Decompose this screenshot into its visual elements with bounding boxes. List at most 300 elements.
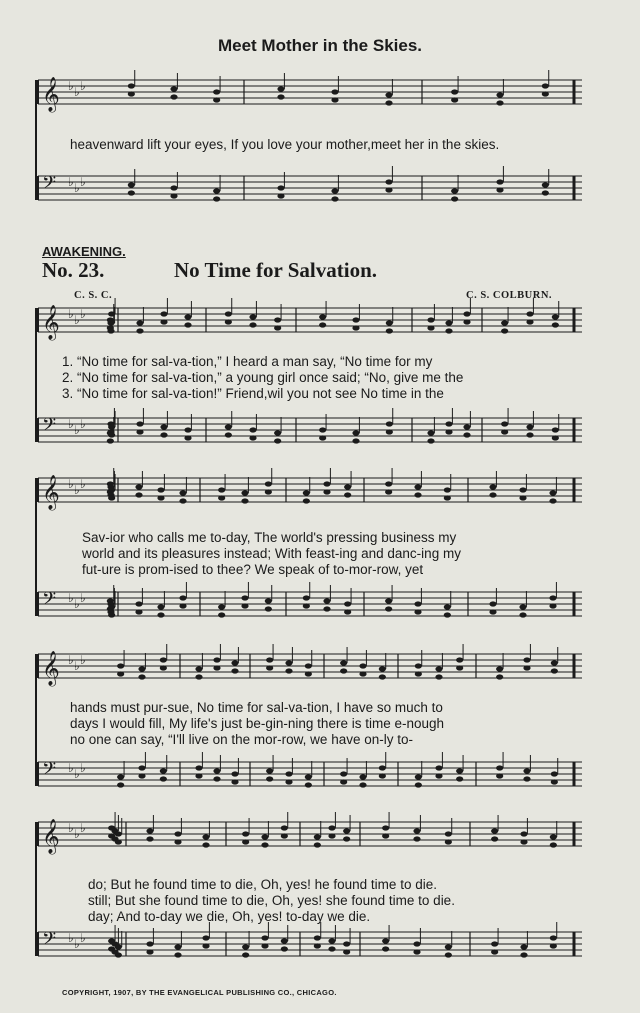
- note-head: [218, 487, 225, 492]
- note-head: [323, 606, 330, 611]
- note-head: [213, 97, 220, 102]
- note-head: [328, 825, 335, 830]
- note-head: [285, 771, 292, 776]
- note-head: [379, 674, 386, 679]
- note-head: [382, 938, 389, 943]
- note-head: [213, 188, 220, 193]
- note-head: [385, 187, 392, 192]
- note-head: [305, 782, 312, 787]
- note-head: [520, 952, 527, 957]
- bass-clef-icon: 𝄢: [42, 173, 57, 198]
- note-head: [138, 765, 145, 770]
- note-head: [160, 424, 167, 429]
- treble-clef-icon: 𝄞: [42, 651, 60, 686]
- verse-3-line-1: 3. “No time for sal-va-tion!” Friend,wil you not see No time in the: [62, 386, 444, 401]
- note-head: [552, 322, 559, 327]
- note-head: [277, 193, 284, 198]
- note-head: [277, 86, 284, 91]
- note-head: [261, 842, 268, 847]
- note-head: [386, 320, 393, 325]
- note-head: [344, 492, 351, 497]
- note-head: [115, 839, 122, 844]
- note-head: [414, 492, 421, 497]
- note-head: [444, 487, 451, 492]
- flat-icon: ♭: [74, 597, 80, 611]
- note-head: [314, 943, 321, 948]
- note-head: [303, 595, 310, 600]
- note-head: [445, 328, 452, 333]
- note-head: [213, 776, 220, 781]
- note-head: [213, 89, 220, 94]
- note-head: [385, 179, 392, 184]
- note-head: [218, 604, 225, 609]
- note-head: [213, 657, 220, 662]
- note-head: [281, 825, 288, 830]
- note-head: [415, 774, 422, 779]
- note-head: [174, 831, 181, 836]
- note-head: [456, 776, 463, 781]
- note-head: [445, 320, 452, 325]
- note-head: [549, 595, 556, 600]
- flat-icon: ♭: [80, 761, 86, 775]
- note-head: [463, 424, 470, 429]
- hymn-number: No. 23.: [42, 258, 105, 282]
- note-head: [265, 598, 272, 603]
- note-head: [135, 609, 142, 614]
- note-head: [136, 320, 143, 325]
- note-head: [413, 836, 420, 841]
- flat-icon: ♭: [80, 653, 86, 667]
- note-head: [445, 952, 452, 957]
- note-head: [526, 319, 533, 324]
- flat-icon: ♭: [80, 931, 86, 945]
- verse-3-line-2: fut-ure is prom-ised to thee? We speak of to-mor-row, yet: [82, 562, 424, 577]
- note-head: [261, 943, 268, 948]
- flat-icon: ♭: [74, 937, 80, 951]
- note-head: [107, 438, 114, 443]
- note-head: [195, 765, 202, 770]
- note-head: [266, 776, 273, 781]
- note-head: [285, 779, 292, 784]
- note-head: [415, 663, 422, 668]
- flat-icon: ♭: [74, 85, 80, 99]
- note-head: [414, 601, 421, 606]
- note-head: [266, 657, 273, 662]
- note-head: [115, 831, 122, 836]
- note-head: [249, 314, 256, 319]
- note-head: [184, 427, 191, 432]
- note-head: [231, 771, 238, 776]
- note-head: [218, 495, 225, 500]
- note-head: [435, 666, 442, 671]
- flat-icon: ♭: [68, 175, 74, 189]
- flat-icon: ♭: [68, 821, 74, 835]
- note-head: [202, 935, 209, 940]
- music-composer: C. S. COLBURN.: [466, 290, 553, 301]
- note-head: [108, 319, 115, 324]
- note-head: [202, 834, 209, 839]
- note-head: [359, 782, 366, 787]
- note-head: [343, 828, 350, 833]
- treble-clef-icon: 𝄞: [42, 305, 60, 340]
- words-author: C. S. C.: [74, 290, 113, 301]
- note-head: [444, 495, 451, 500]
- note-head: [128, 182, 135, 187]
- treble-clef-icon: 𝄞: [42, 819, 60, 854]
- note-head: [379, 773, 386, 778]
- note-head: [379, 765, 386, 770]
- note-head: [136, 421, 143, 426]
- note-head: [195, 666, 202, 671]
- note-head: [491, 949, 498, 954]
- note-head: [414, 609, 421, 614]
- note-head: [456, 768, 463, 773]
- note-head: [146, 949, 153, 954]
- note-head: [526, 432, 533, 437]
- note-head: [108, 495, 115, 500]
- note-head: [359, 671, 366, 676]
- note-head: [184, 322, 191, 327]
- note-head: [138, 666, 145, 671]
- flat-icon: ♭: [74, 313, 80, 327]
- note-head: [225, 319, 232, 324]
- note-head: [496, 92, 503, 97]
- note-head: [491, 941, 498, 946]
- note-head: [385, 489, 392, 494]
- note-head: [427, 430, 434, 435]
- note-head: [520, 944, 527, 949]
- note-head: [331, 89, 338, 94]
- note-head: [501, 421, 508, 426]
- note-head: [386, 421, 393, 426]
- note-head: [303, 490, 310, 495]
- copyright-notice: COPYRIGHT, 1907, BY THE EVANGELICAL PUBLISHING CO., CHICAGO.: [62, 988, 337, 997]
- note-head: [542, 91, 549, 96]
- note-head: [108, 311, 115, 316]
- note-head: [552, 314, 559, 319]
- note-head: [281, 938, 288, 943]
- note-head: [108, 604, 115, 609]
- flat-icon: ♭: [74, 423, 80, 437]
- note-head: [328, 938, 335, 943]
- note-head: [146, 828, 153, 833]
- note-head: [305, 774, 312, 779]
- note-head: [241, 603, 248, 608]
- note-head: [179, 498, 186, 503]
- note-head: [523, 776, 530, 781]
- flat-icon: ♭: [80, 307, 86, 321]
- note-head: [157, 604, 164, 609]
- note-head: [331, 97, 338, 102]
- note-head: [241, 490, 248, 495]
- note-head: [157, 612, 164, 617]
- note-head: [344, 609, 351, 614]
- note-head: [523, 768, 530, 773]
- note-head: [549, 603, 556, 608]
- note-head: [526, 311, 533, 316]
- note-head: [285, 660, 292, 665]
- note-head: [444, 604, 451, 609]
- note-head: [157, 487, 164, 492]
- previous-hymn-lyric: heavenward lift your eyes, If you love your mother,meet her in the skies.: [70, 137, 500, 152]
- note-head: [382, 946, 389, 951]
- verse-2-line-1: 2. “No time for sal-va-tion,” a young girl once said; “No, give me the: [62, 370, 464, 385]
- note-head: [108, 487, 115, 492]
- note-head: [138, 674, 145, 679]
- note-head: [179, 595, 186, 600]
- note-head: [344, 601, 351, 606]
- note-head: [496, 765, 503, 770]
- note-head: [489, 492, 496, 497]
- note-head: [108, 424, 115, 429]
- note-head: [415, 782, 422, 787]
- note-head: [195, 674, 202, 679]
- note-head: [340, 779, 347, 784]
- note-head: [550, 834, 557, 839]
- note-head: [160, 776, 167, 781]
- note-head: [489, 484, 496, 489]
- note-head: [551, 660, 558, 665]
- verse-2-line-3: days I would fill, My life's just be-gin-ning there is time e-nough: [70, 716, 444, 731]
- note-head: [135, 601, 142, 606]
- note-head: [552, 435, 559, 440]
- note-head: [225, 311, 232, 316]
- note-head: [551, 771, 558, 776]
- note-head: [108, 612, 115, 617]
- note-head: [343, 949, 350, 954]
- note-head: [444, 612, 451, 617]
- note-head: [319, 427, 326, 432]
- flat-icon: ♭: [68, 477, 74, 491]
- note-head: [427, 325, 434, 330]
- flat-icon: ♭: [74, 659, 80, 673]
- note-head: [359, 663, 366, 668]
- note-head: [456, 657, 463, 662]
- note-head: [128, 83, 135, 88]
- note-head: [496, 666, 503, 671]
- note-head: [218, 612, 225, 617]
- note-head: [241, 498, 248, 503]
- note-head: [427, 317, 434, 322]
- note-head: [281, 833, 288, 838]
- note-head: [552, 427, 559, 432]
- note-head: [344, 484, 351, 489]
- note-head: [305, 663, 312, 668]
- note-head: [184, 314, 191, 319]
- note-head: [274, 438, 281, 443]
- note-head: [501, 320, 508, 325]
- note-head: [225, 424, 232, 429]
- note-head: [249, 322, 256, 327]
- note-head: [340, 660, 347, 665]
- note-head: [170, 94, 177, 99]
- verse-3-line-4: day; And to-day we die, Oh, yes! to-day we die.: [88, 909, 371, 924]
- note-head: [319, 314, 326, 319]
- note-head: [160, 665, 167, 670]
- note-head: [225, 432, 232, 437]
- flat-icon: ♭: [68, 653, 74, 667]
- note-head: [519, 612, 526, 617]
- note-head: [174, 944, 181, 949]
- note-head: [463, 319, 470, 324]
- note-head: [179, 603, 186, 608]
- note-head: [542, 190, 549, 195]
- note-head: [491, 828, 498, 833]
- note-head: [352, 430, 359, 435]
- flat-icon: ♭: [80, 821, 86, 835]
- note-head: [179, 490, 186, 495]
- note-head: [160, 432, 167, 437]
- note-head: [451, 89, 458, 94]
- note-head: [242, 839, 249, 844]
- note-head: [523, 657, 530, 662]
- note-head: [386, 429, 393, 434]
- note-head: [303, 498, 310, 503]
- note-head: [435, 765, 442, 770]
- note-head: [451, 97, 458, 102]
- note-head: [202, 842, 209, 847]
- note-head: [343, 941, 350, 946]
- note-head: [352, 317, 359, 322]
- note-head: [385, 92, 392, 97]
- note-head: [242, 952, 249, 957]
- note-head: [496, 674, 503, 679]
- note-head: [314, 935, 321, 940]
- note-head: [174, 952, 181, 957]
- note-head: [160, 319, 167, 324]
- note-head: [135, 492, 142, 497]
- note-head: [343, 836, 350, 841]
- flat-icon: ♭: [80, 79, 86, 93]
- note-head: [195, 773, 202, 778]
- note-head: [128, 190, 135, 195]
- note-head: [323, 598, 330, 603]
- note-head: [413, 941, 420, 946]
- note-head: [445, 839, 452, 844]
- note-head: [146, 941, 153, 946]
- note-head: [231, 660, 238, 665]
- bass-clef-icon: 𝄢: [42, 759, 57, 784]
- note-head: [463, 311, 470, 316]
- note-head: [213, 665, 220, 670]
- note-head: [379, 666, 386, 671]
- flat-icon: ♭: [68, 931, 74, 945]
- note-head: [157, 495, 164, 500]
- flat-icon: ♭: [68, 761, 74, 775]
- flat-icon: ♭: [80, 417, 86, 431]
- note-head: [274, 325, 281, 330]
- flat-icon: ♭: [68, 417, 74, 431]
- note-head: [489, 609, 496, 614]
- note-head: [117, 663, 124, 668]
- verse-1-line-1: 1. “No time for sal-va-tion,” I heard a man say, “No time for my: [62, 354, 433, 369]
- note-head: [549, 498, 556, 503]
- note-head: [328, 833, 335, 838]
- note-head: [277, 185, 284, 190]
- note-head: [542, 83, 549, 88]
- note-head: [170, 193, 177, 198]
- note-head: [340, 771, 347, 776]
- note-head: [382, 833, 389, 838]
- note-head: [266, 768, 273, 773]
- note-head: [551, 779, 558, 784]
- note-head: [277, 94, 284, 99]
- note-head: [415, 671, 422, 676]
- note-head: [451, 196, 458, 201]
- note-head: [501, 429, 508, 434]
- note-head: [242, 944, 249, 949]
- note-head: [526, 424, 533, 429]
- verse-1-line-4: do; But he found time to die, Oh, yes! he found time to die.: [88, 877, 437, 892]
- note-head: [382, 825, 389, 830]
- flat-icon: ♭: [80, 175, 86, 189]
- flat-icon: ♭: [74, 767, 80, 781]
- note-head: [213, 196, 220, 201]
- note-head: [135, 484, 142, 489]
- treble-clef-icon: 𝄞: [42, 77, 60, 112]
- note-head: [491, 836, 498, 841]
- note-head: [340, 668, 347, 673]
- note-head: [274, 317, 281, 322]
- verse-3-line-3: no one can say, “I'll live on the mor-row, we have on-ly to-: [70, 732, 413, 747]
- bass-clef-icon: 𝄢: [42, 929, 57, 954]
- note-head: [352, 325, 359, 330]
- note-head: [463, 432, 470, 437]
- note-head: [501, 328, 508, 333]
- flat-icon: ♭: [74, 827, 80, 841]
- note-head: [265, 489, 272, 494]
- verse-2-line-2: world and its pleasures instead; With feast-ing and danc-ing my: [82, 546, 461, 561]
- note-head: [520, 831, 527, 836]
- note-head: [323, 489, 330, 494]
- note-head: [385, 100, 392, 105]
- note-head: [319, 435, 326, 440]
- note-head: [550, 935, 557, 940]
- note-head: [170, 86, 177, 91]
- note-head: [550, 842, 557, 847]
- note-head: [413, 828, 420, 833]
- note-head: [136, 429, 143, 434]
- note-head: [323, 481, 330, 486]
- note-head: [520, 839, 527, 844]
- note-head: [352, 438, 359, 443]
- note-head: [117, 671, 124, 676]
- note-head: [266, 665, 273, 670]
- note-head: [359, 774, 366, 779]
- hymn-category-label: AWAKENING.: [42, 244, 126, 259]
- verse-1-line-2: Sav-ior who calls me to-day, The world's pressing business my: [82, 530, 457, 545]
- note-head: [213, 768, 220, 773]
- note-head: [451, 188, 458, 193]
- note-head: [170, 185, 177, 190]
- note-head: [303, 603, 310, 608]
- note-head: [496, 187, 503, 192]
- note-head: [427, 438, 434, 443]
- note-head: [261, 935, 268, 940]
- note-head: [231, 779, 238, 784]
- note-head: [305, 671, 312, 676]
- note-head: [115, 944, 122, 949]
- note-head: [331, 196, 338, 201]
- bass-clef-icon: 𝄢: [42, 589, 57, 614]
- note-head: [489, 601, 496, 606]
- note-head: [241, 595, 248, 600]
- note-head: [274, 430, 281, 435]
- note-head: [331, 188, 338, 193]
- note-head: [314, 834, 321, 839]
- note-head: [249, 427, 256, 432]
- flat-icon: ♭: [80, 477, 86, 491]
